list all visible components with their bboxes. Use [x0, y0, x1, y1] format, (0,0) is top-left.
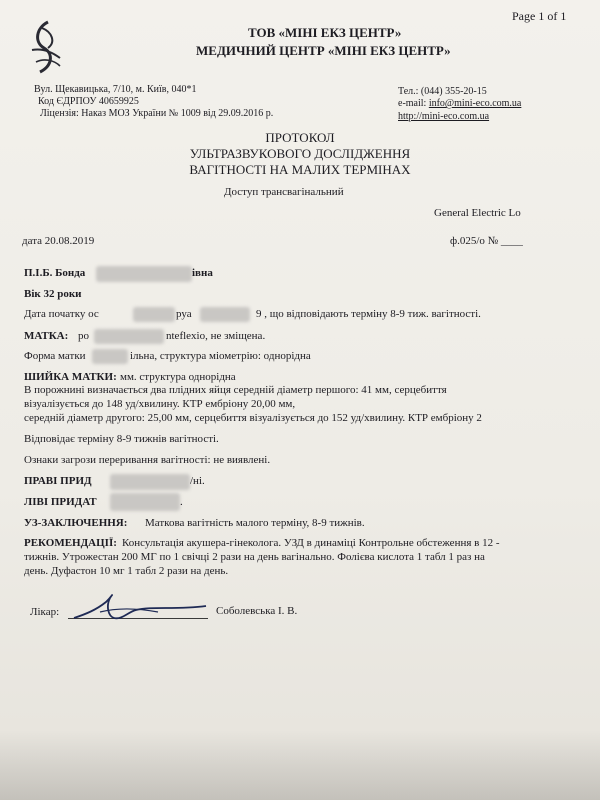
exam-date: дата 20.08.2019 — [22, 235, 95, 247]
recommendations-line-2: тижнів. Утрожестан 200 МГ по 1 свічці 2 рази на день вагінально. Фолієва кислота 1 табл 1 раз на — [24, 551, 485, 563]
uterus-position-prefix: ро — [78, 330, 89, 342]
doctor-name: Соболевська І. В. — [216, 605, 298, 617]
clinic-website-link[interactable]: http://mini-eco.com.ua — [398, 111, 490, 122]
cervix-line-3: середній діаметр другого: 25,00 мм, серцебиття візуалізується до 152 уд/хвилину. КТР ембріону 2 — [24, 412, 482, 424]
redacted-block — [110, 474, 190, 490]
recommendations-label: РЕКОМЕНДАЦІЇ: — [24, 537, 117, 549]
lmp-term: 9 , що відповідають терміну 8-9 тиж. вагітності. — [256, 308, 481, 320]
redacted-block — [133, 307, 175, 322]
company-name: ТОВ «МІНІ ЕКЗ ЦЕНТР» — [248, 25, 402, 40]
clinic-license: Ліцензія: Наказ МОЗ України № 1009 від 29.09.2016 р. — [40, 108, 274, 119]
cervix-label: ШИЙКА МАТКИ: — [24, 371, 117, 383]
recommendations-line-3: день. Дуфастон 10 мг 1 табл 2 рази на день. — [24, 565, 229, 577]
left-appendages-tail: . — [180, 496, 183, 508]
clinic-logo — [26, 18, 66, 76]
patient-age: Вік 32 роки — [24, 288, 82, 300]
redacted-block — [110, 493, 180, 511]
uterus-shape-prefix: Форма матки — [24, 350, 86, 362]
center-name: МЕДИЧНИЙ ЦЕНТР «МІНІ ЕКЗ ЦЕНТР» — [196, 43, 451, 58]
redacted-block — [92, 349, 128, 364]
page-indicator: Page 1 of 1 — [512, 9, 567, 23]
left-appendages-label: ЛІВІ ПРИДАТ — [24, 496, 97, 508]
patient-name-tail: івна — [192, 267, 213, 279]
patient-name-label: П.І.Б. Бонда — [24, 267, 86, 279]
lmp-mid: руа — [176, 308, 192, 320]
conclusion-label: УЗ-ЗАКЛЮЧЕННЯ: — [24, 517, 128, 529]
conclusion-text: Маткова вагітність малого терміну, 8-9 тижнів. — [145, 517, 365, 529]
doctor-signature — [66, 588, 216, 628]
redacted-block — [200, 307, 250, 322]
doctor-label: Лікар: — [30, 606, 60, 618]
clinic-address: Вул. Щекавицька, 7/10, м. Київ, 040*1 — [34, 84, 197, 95]
clinic-email-link[interactable]: info@mini-eco.com.ua — [428, 98, 522, 109]
uterus-position: nteflexio, не зміщена. — [166, 330, 266, 342]
device-name: General Electric Lo — [434, 207, 521, 219]
clinic-edrpou: Код ЄДРПОУ 40659925 — [38, 96, 139, 107]
cervix-line-1: В порожнині визначається два плідних яйця середній діаметр першого: 41 мм, серцебиття — [24, 384, 447, 396]
right-appendages-label: ПРАВІ ПРИД — [24, 475, 92, 487]
cervix-line-2: візуалізується до 148 уд/хвилину. КТР ембріону 20,00 мм, — [24, 398, 296, 410]
access-method: Доступ трансвагінальний — [224, 186, 344, 198]
protocol-subtitle-1: УЛЬТРАЗВУКОВОГО ДОСЛІДЖЕННЯ — [189, 146, 411, 161]
cervix-structure: мм. структура однорідна — [120, 371, 236, 383]
pregnancy-term: Відповідає терміну 8-9 тижнів вагітності. — [24, 433, 219, 445]
clinic-email-row — [398, 99, 521, 109]
uterus-label: МАТКА: — [24, 330, 69, 342]
lmp-prefix: Дата початку ос — [24, 308, 99, 320]
email-label: e-mail: — [398, 98, 427, 109]
recommendations-line-1: Консультація акушера-гінеколога. УЗД в динаміці Контрольне обстеження в 12 - — [122, 537, 500, 549]
form-number: ф.025/о № ____ — [450, 235, 523, 247]
protocol-title: ПРОТОКОЛ — [265, 130, 335, 145]
clinic-phone: Тел.: (044) 355-20-15 — [398, 86, 487, 97]
photo-shadow — [0, 730, 600, 800]
right-appendages-tail: /ні. — [190, 475, 205, 487]
redacted-block — [94, 329, 164, 344]
redacted-block — [96, 266, 192, 282]
uterus-shape: ільна, структура міометрію: однорідна — [130, 350, 311, 362]
threat-signs: Ознаки загрози переривання вагітності: не виявлені. — [24, 454, 271, 466]
protocol-subtitle-2: ВАГІТНОСТІ НА МАЛИХ ТЕРМІНАХ — [189, 162, 411, 177]
